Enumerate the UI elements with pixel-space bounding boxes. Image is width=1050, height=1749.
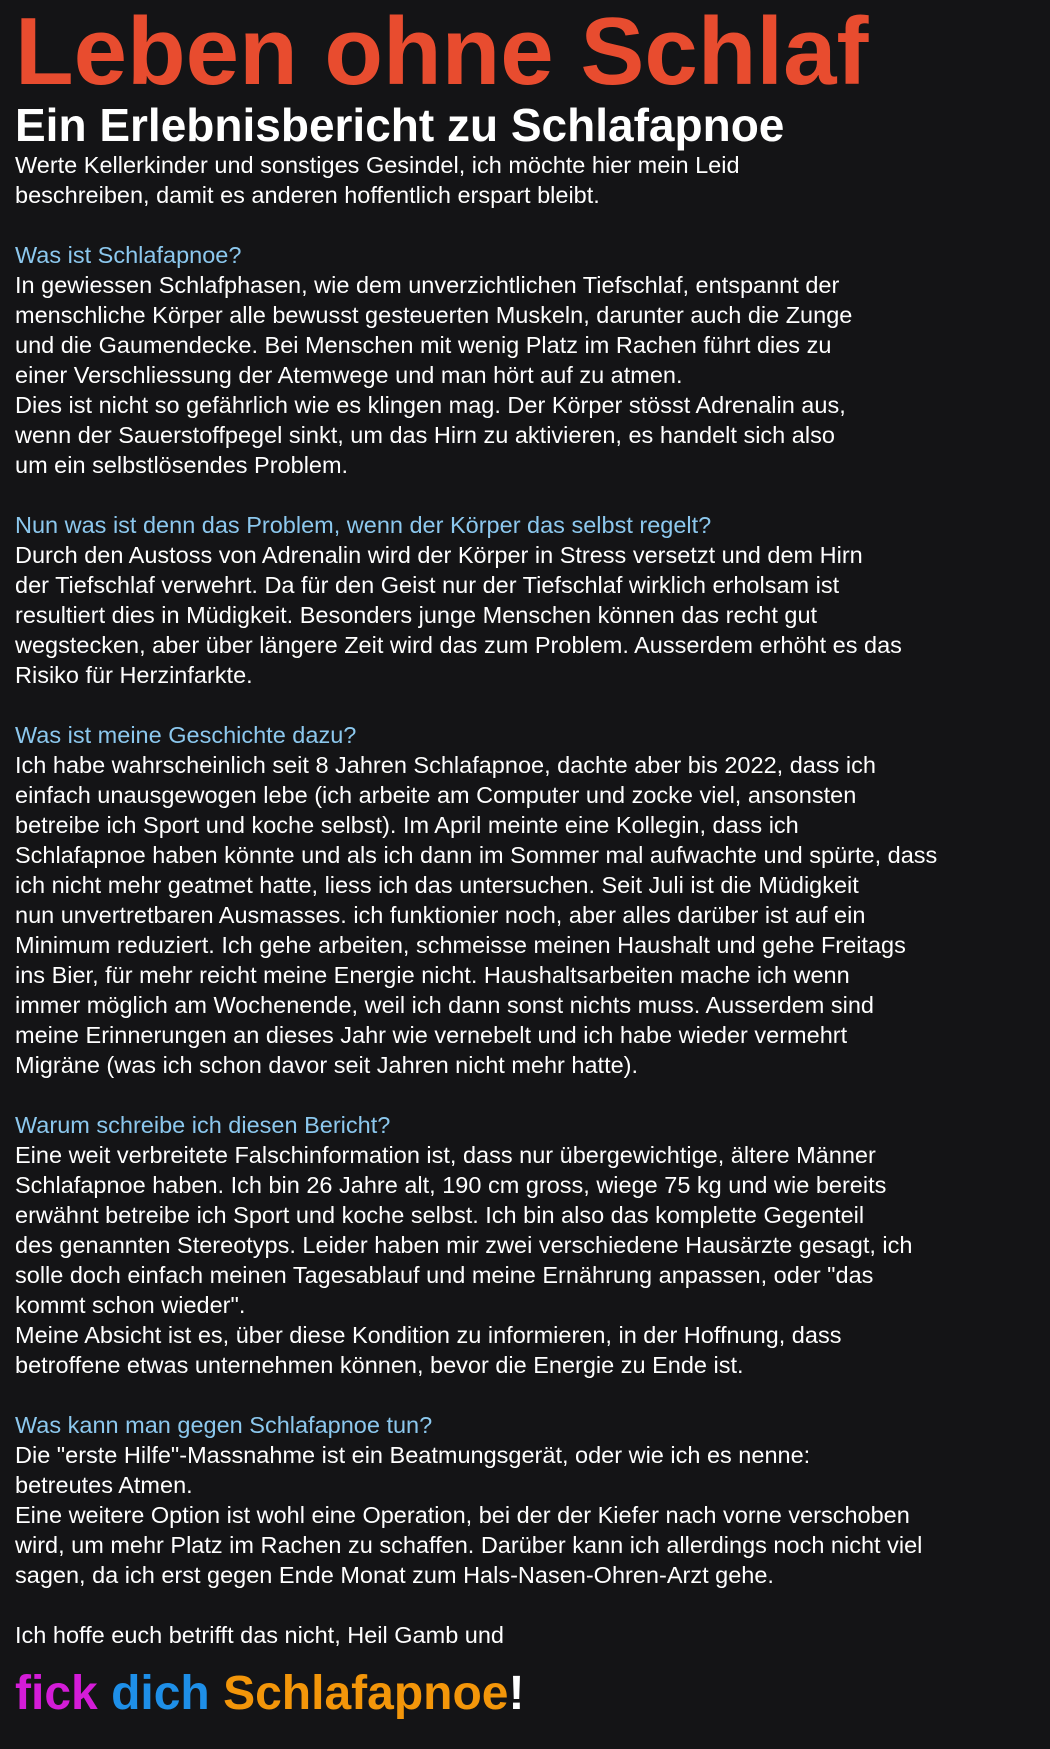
page-subtitle: Ein Erlebnisbericht zu Schlafapnoe [15,99,785,151]
section-body: Die "erste Hilfe"-Massnahme ist ein Beatmungsgerät, oder wie ich es nenne: betreutes Atmen. Eine weitere Option ist wohl eine Operation, bei der der Kiefer nach vorne verschoben wird, um mehr Platz im Rachen zu schaffen. Darüber kann ich allerdings noch nicht viel sagen, da ich erst gegen Ende Monat zum Hals-Nasen-Ohren-Arzt gehe. [15,1442,923,1588]
section-heading: Was kann man gegen Schlafapnoe tun? [15,1412,433,1438]
intro-paragraph: Werte Kellerkinder und sonstiges Gesindel, ich möchte hier mein Leid beschreiben, damit es anderen hoffentlich erspart bleibt. [15,152,740,208]
section-my-story [15,720,1050,1080]
section-heading: Warum schreibe ich diesen Bericht? [15,1112,391,1138]
closing-word-3: Schlafapnoe [223,1667,509,1720]
spacer [15,480,1050,510]
section-what-is-sleep-apnea [15,240,1050,480]
section-body: Eine weit verbreitete Falschinformation ist, dass nur übergewichtige, ältere Männer Schlafapnoe haben. Ich bin 26 Jahre alt, 190 cm gross, wiege 75 kg und wie bereits erwähnt betreibe ich Sport und koche selbst. Ich bin also das komplette Gegenteil des genannten Stereotyps. Leider haben mir zwei verschiedene Hausärzte gesagt, ich solle doch einfach meinen Tagesablauf und meine Ernährung anpassen, oder "das kommt schon wieder". Meine Absicht ist es, über diese Kondition zu informieren, in der Hoffnung, dass betroffene etwas unternehmen können, bevor die Energie zu Ende ist. [15,1142,913,1378]
spacer [15,1380,1050,1410]
page-title: Leben ohne Schlaf [15,0,869,105]
closing-punctuation: ! [508,1667,525,1720]
spacer [15,1590,1050,1620]
spacer [15,210,1050,240]
section-treatment [15,1410,1050,1590]
spacer [15,690,1050,720]
outro-paragraph: Ich hoffe euch betrifft das nicht, Heil Gamb und [15,1622,505,1648]
closing-line [15,1650,1050,1722]
spacer [15,1080,1050,1110]
section-what-is-the-problem [15,510,1050,690]
section-body: Durch den Austoss von Adrenalin wird der Körper in Stress versetzt und dem Hirn der Tiefschlaf verwehrt. Da für den Geist nur der Tiefschlaf wirklich erholsam ist resultiert dies in Müdigkeit. Besonders junge Menschen können das recht gut wegstecken, aber über längere Zeit wird das zum Problem. Ausserdem erhöht es das Risiko für Herzinfarkte. [15,542,902,688]
section-heading: Was ist Schlafapnoe? [15,242,242,268]
section-body: In gewiessen Schlafphasen, wie dem unverzichtlichen Tiefschlaf, entspannt der menschliche Körper alle bewusst gesteuerten Muskeln, darunter auch die Zunge und die Gaumendecke. Bei Menschen mit wenig Platz im Rachen führt dies zu einer Verschliessung der Atemwege und man hört auf zu atmen. Dies ist nicht so gefährlich wie es klingen mag. Der Körper stösst Adrenalin aus, wenn der Sauerstoffpegel sinkt, um das Hirn zu aktivieren, es handelt sich also um ein selbstlösendes Problem. [15,272,853,478]
section-body: Ich habe wahrscheinlich seit 8 Jahren Schlafapnoe, dachte aber bis 2022, dass ich einfach unausgewogen lebe (ich arbeite am Computer und zocke viel, ansonsten betreibe ich Sport und koche selbst). Im April meinte eine Kollegin, dass ich Schlafapnoe haben könnte und als ich dann im Sommer mal aufwachte und spürte, dass ich nicht mehr geatmet hatte, liess ich das untersuchen. Seit Juli ist die Müdigkeit nun unvertretbaren Ausmasses. ich funktionier noch, aber alles darüber ist auf ein Minimum reduziert. Ich gehe arbeiten, schmeisse meinen Haushalt und gehe Freitags ins Bier, für mehr reicht meine Energie nicht. Haushaltsarbeiten mache ich wenn immer möglich am Wochenende, weil ich dann sonst nichts muss. Ausserdem sind meine Erinnerungen an dieses Jahr wie vernebelt und ich habe wieder vermehrt Migräne (was ich schon davor seit Jahren nicht mehr hatte). [15,752,938,1078]
section-heading: Nun was ist denn das Problem, wenn der Körper das selbst regelt? [15,512,712,538]
section-heading: Was ist meine Geschichte dazu? [15,722,357,748]
closing-word-1: fick [15,1667,98,1720]
closing-word-2: dich [111,1667,210,1720]
section-why-this-report [15,1110,1050,1380]
